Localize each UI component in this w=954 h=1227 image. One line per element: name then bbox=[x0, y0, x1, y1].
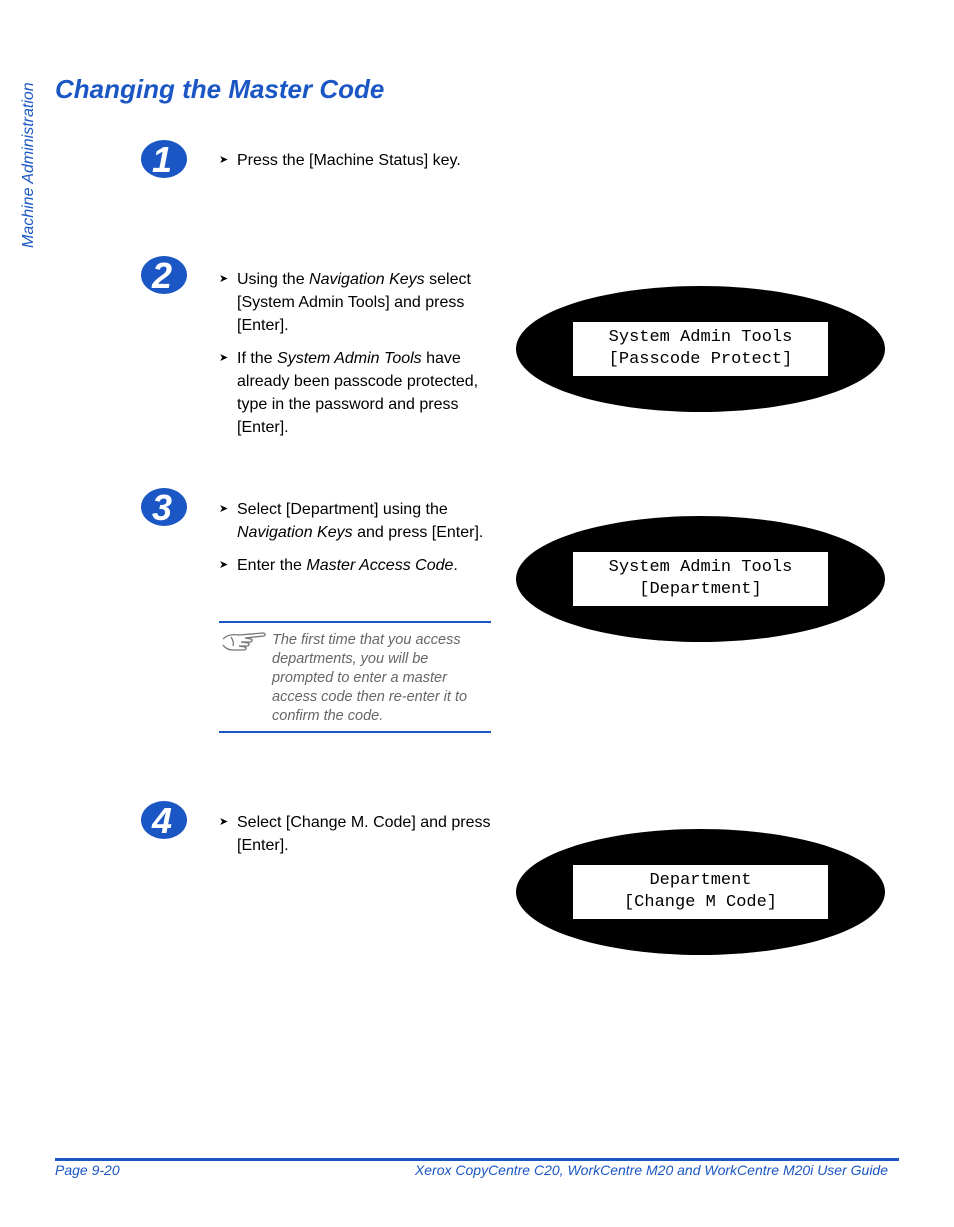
arrow-bullet-icon: ➤ bbox=[219, 816, 229, 828]
lcd-display-system-admin-department bbox=[516, 516, 885, 642]
step-number-label: 2 bbox=[151, 255, 173, 295]
emphasized-term: Master Access Code bbox=[306, 557, 454, 574]
instruction-text: Using the bbox=[237, 271, 310, 288]
instruction-text: Select [Department] using the bbox=[237, 501, 448, 518]
arrow-bullet-icon: ➤ bbox=[219, 559, 229, 571]
note-text: The first time that you access departments, you will be prompted to enter a master access code then re-enter it to confirm the code. bbox=[272, 632, 468, 724]
lcd-display-system-admin-passcode bbox=[516, 286, 885, 412]
lcd-display-department-change-code bbox=[516, 829, 885, 955]
emphasized-term: Navigation Keys bbox=[237, 524, 353, 541]
lcd-line-2: [Department] bbox=[639, 580, 762, 599]
lcd-line-1: Department bbox=[649, 871, 752, 890]
step-3-instructions bbox=[219, 498, 491, 587]
instruction-text: and press [Enter]. bbox=[352, 524, 484, 541]
lcd-screen bbox=[573, 865, 828, 919]
step-1-instructions bbox=[219, 149, 491, 182]
step-1-number-icon bbox=[140, 139, 188, 179]
arrow-bullet-icon: ➤ bbox=[219, 352, 229, 364]
instruction-bullet bbox=[219, 554, 491, 577]
side-section-label: Machine Administration bbox=[20, 82, 37, 248]
step-number-label: 1 bbox=[151, 139, 173, 179]
step-2-number-icon bbox=[140, 255, 188, 295]
instruction-text: select [System Admin Tools] and press [Enter]. bbox=[237, 271, 471, 334]
arrow-bullet-icon: ➤ bbox=[219, 503, 229, 515]
instruction-text: If the bbox=[237, 350, 278, 367]
instruction-text: have already been passcode protected, type in the password and press [Enter]. bbox=[237, 350, 479, 436]
page-title: Changing the Master Code bbox=[55, 74, 385, 104]
step-4-instructions bbox=[219, 811, 491, 867]
lcd-screen bbox=[573, 552, 828, 606]
step-4-number-icon bbox=[140, 800, 188, 840]
arrow-bullet-icon: ➤ bbox=[219, 154, 229, 166]
step-3-number-icon bbox=[140, 487, 188, 527]
pointing-hand-icon bbox=[221, 629, 267, 655]
arrow-bullet-icon: ➤ bbox=[219, 273, 229, 285]
step-2-instructions bbox=[219, 268, 491, 449]
emphasized-term: System Admin Tools bbox=[277, 350, 422, 367]
instruction-text: Press the [Machine Status] key. bbox=[237, 152, 461, 169]
footer-page-number: Page 9-20 bbox=[55, 1162, 120, 1178]
instruction-bullet bbox=[219, 347, 491, 439]
note-box bbox=[219, 621, 491, 733]
instruction-bullet bbox=[219, 498, 491, 544]
instruction-text: . bbox=[453, 557, 458, 574]
footer-guide-title: Xerox CopyCentre C20, WorkCentre M20 and WorkCentre M20i User Guide bbox=[414, 1162, 888, 1178]
step-number-label: 4 bbox=[151, 800, 173, 840]
instruction-bullet bbox=[219, 268, 491, 337]
instruction-bullet bbox=[219, 149, 491, 172]
lcd-line-2: [Change M Code] bbox=[623, 893, 778, 912]
lcd-line-2: [Passcode Protect] bbox=[608, 350, 793, 369]
lcd-line-1: System Admin Tools bbox=[608, 558, 793, 577]
footer-divider bbox=[55, 1158, 899, 1161]
emphasized-term: Navigation Keys bbox=[309, 271, 425, 288]
step-number-label: 3 bbox=[151, 487, 173, 527]
lcd-screen bbox=[573, 322, 828, 376]
instruction-bullet bbox=[219, 811, 491, 857]
instruction-text: Select [Change M. Code] and press [Enter]. bbox=[237, 814, 491, 854]
instruction-text: Enter the bbox=[237, 557, 307, 574]
lcd-line-1: System Admin Tools bbox=[608, 328, 793, 347]
